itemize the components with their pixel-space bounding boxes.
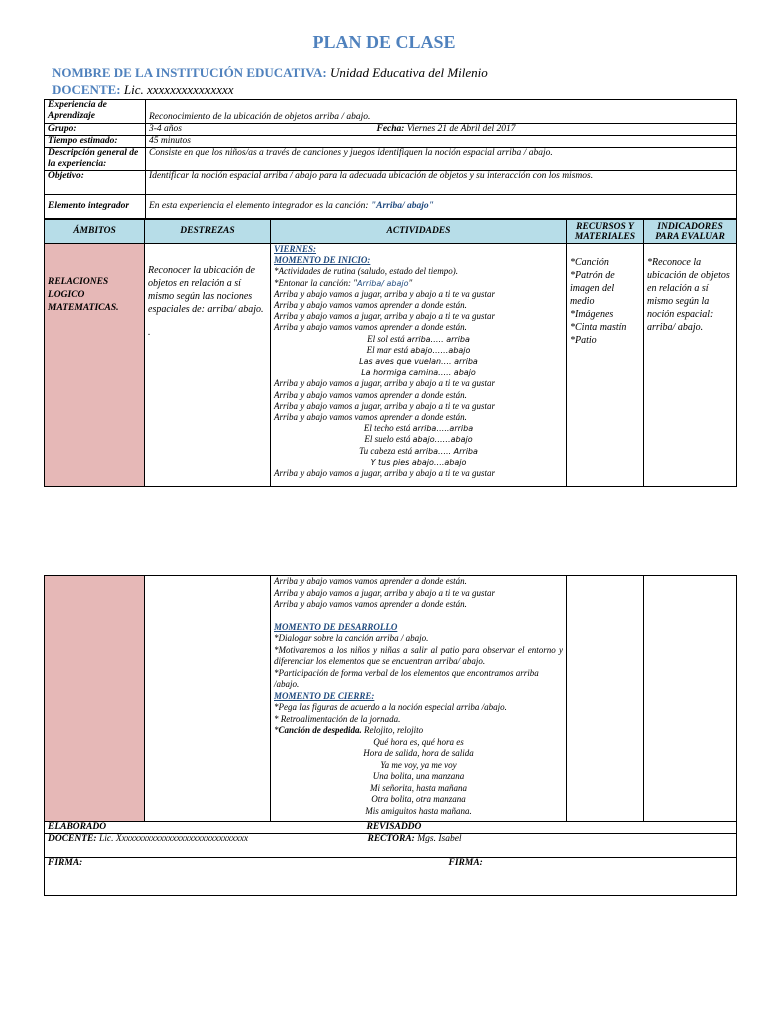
time-label: Tiempo estimado: xyxy=(45,136,146,148)
teacher-value: Lic. xxxxxxxxxxxxxxx xyxy=(123,82,234,97)
docente-sign-value: Lic. Xxxxxxxxxxxxxxxxxxxxxxxxxxxxxxx xyxy=(96,834,249,844)
recurso-item: *Patio xyxy=(570,335,597,346)
lyric-line: Arriba y abajo vamos a jugar, arriba y abajo a ti te va gustar xyxy=(274,400,495,411)
momento-cierre-heading: MOMENTO DE CIERRE: xyxy=(274,690,375,701)
exp-label: Experiencia de Aprendizaje xyxy=(45,100,146,124)
activity-line: *Motivaremos a los niños y niñas a salir al patio para observar el entorno y diferenciar los elementos que se encuentran arriba/ abajo. xyxy=(274,644,563,666)
activity-line: *Actividades de rutina (saludo, estado del tiempo). xyxy=(274,266,458,277)
recurso-item: *Canción xyxy=(570,257,609,268)
date-value: Viernes 21 de Abril del 2017 xyxy=(406,124,516,134)
activity-line: *Participación de forma verbal de los elementos que encontramos arriba /abajo. xyxy=(274,667,539,689)
activities-cell-1 xyxy=(271,244,567,487)
lyric-line: Arriba y abajo vamos a jugar, arriba y abajo a ti te va gustar xyxy=(274,378,495,389)
lyric-line: Arriba y abajo vamos vamos aprender a donde están. xyxy=(274,576,467,586)
recurso-item: *Cinta mastín xyxy=(570,322,627,333)
group-value: 3-4 años xyxy=(149,124,182,134)
integrator-value: En esta experiencia el elemento integrador es la canción: xyxy=(149,201,371,211)
momento-inicio-heading: MOMENTO DE INICIO: xyxy=(274,255,371,266)
poem-line: Mis amiguitos hasta mañana. xyxy=(365,805,472,816)
indicador-cell-cont xyxy=(644,576,737,822)
revisado-label: REVISADDO xyxy=(365,822,737,834)
lyric-line: Arriba y abajo vamos vamos aprender a donde están. xyxy=(274,412,467,423)
lyric-line: El mar está abajo……abajo xyxy=(366,344,471,355)
destreza-text: Reconocer la ubicación de objetos en relación a sí mismo según las nociones espaciales de: arriba/ abajo. xyxy=(148,265,264,315)
header-ambitos: ÁMBITOS xyxy=(45,220,145,244)
activity-line: * Retroalimentación de la jornada. xyxy=(274,713,401,724)
lyric-line: El suelo está abajo……abajo xyxy=(364,434,473,445)
recurso-item: *Imágenes xyxy=(570,309,614,320)
poem-line: Una bolita, una manzana xyxy=(372,771,465,781)
institution-value: Unidad Educativa del Milenio xyxy=(329,65,488,80)
docente-sign-label: DOCENTE: xyxy=(48,834,97,844)
lyric-line: Y tus pies abajo….abajo xyxy=(370,457,467,467)
destreza-cell xyxy=(145,244,271,487)
lyric-line: Arriba y abajo vamos a jugar, arriba y abajo a ti te va gustar xyxy=(274,587,495,598)
poem-line: Qué hora es, qué hora es xyxy=(373,736,464,747)
poem-line: Ya me voy, ya me voy xyxy=(380,759,457,770)
header-destrezas: DESTREZAS xyxy=(145,220,271,244)
lyric-line: Arriba y abajo vamos a jugar, arriba y abajo a ti te va gustar xyxy=(274,311,495,322)
poem-line: Otra bolita, otra manzana xyxy=(371,794,466,804)
destreza-dot: . xyxy=(148,327,151,338)
institution-label: NOMBRE DE LA INSTITUCIÓN EDUCATIVA: xyxy=(52,65,327,80)
date-label: Fecha: xyxy=(376,124,405,134)
activities-table-2 xyxy=(44,575,737,822)
ambito-cell: RELACIONES LOGICO MATEMATICAS. xyxy=(45,244,145,487)
activity-line: *Pega las figuras de acuerdo a la noción especial arriba /abajo. xyxy=(274,702,507,712)
institution-line xyxy=(52,65,488,81)
lyric-line: Arriba y abajo vamos vamos aprender a donde están. xyxy=(274,599,467,609)
lyric-line: Tu cabeza está arriba….. Arriba xyxy=(359,445,478,456)
header-indicadores: INDICADORES PARA EVALUAR xyxy=(644,220,737,244)
recursos-cell-cont xyxy=(567,576,644,822)
lyric-line: El sol está arriba….. arriba xyxy=(367,333,470,344)
lyric-line: Las aves que vuelan…. arriba xyxy=(359,357,478,367)
activity-line: *Dialogar sobre la canción arriba / abajo. xyxy=(274,633,429,643)
group-date-cell xyxy=(146,124,737,136)
integrator-song: "Arriba/ abajo" xyxy=(370,201,434,211)
signature-table xyxy=(44,821,737,896)
day-heading: VIERNES: xyxy=(274,244,317,254)
lyric-line: El techo está arriba…..arriba xyxy=(363,423,474,434)
lyric-line: La hormiga camina….. abajo xyxy=(361,368,476,378)
integrator-cell xyxy=(146,195,737,219)
firma-rectora: FIRMA: xyxy=(365,858,737,896)
activities-table-1 xyxy=(44,219,737,487)
poem-line: Hora de salida, hora de salida xyxy=(363,748,474,758)
ambito-cell-cont xyxy=(45,576,145,822)
activity-line-farewell: *Canción de despedida. Relojito, relojito xyxy=(274,725,424,735)
desc-value: Consiste en que los niños/as a través de canciones y juegos identifiquen la noción espacial arriba / abajo. xyxy=(146,148,737,171)
header-recursos: RECURSOS Y MATERIALES xyxy=(567,220,644,244)
rectora-signer xyxy=(365,834,737,858)
momento-desarrollo-heading: MOMENTO DE DESARROLLO xyxy=(274,621,398,632)
integrator-label: Elemento integrador xyxy=(45,195,146,219)
lyric-line: Arriba y abajo vamos a jugar, arriba y abajo a ti te va gustar xyxy=(274,288,495,299)
header-actividades: ACTIVIDADES xyxy=(271,220,567,244)
lyric-line: Arriba y abajo vamos vamos aprender a donde están. xyxy=(274,389,467,400)
indicador-cell: *Reconoce la ubicación de objetos en relación a sí mismo según la noción espacial: arriba/ abajo. xyxy=(644,244,737,487)
firma-docente: FIRMA: xyxy=(45,858,365,896)
group-label: Grupo: xyxy=(45,124,146,136)
lyric-line: Arriba y abajo vamos vamos aprender a donde están. xyxy=(274,322,467,333)
info-table xyxy=(44,99,737,219)
activities-cell-2 xyxy=(271,576,567,822)
desc-label: Descripción general de la experiencia: xyxy=(45,148,146,171)
recursos-cell xyxy=(567,244,644,487)
teacher-line xyxy=(52,82,234,98)
activity-line-song: *Entonar la canción: "Arriba/ abajo" xyxy=(274,277,413,288)
recurso-item: *Patrón de imagen del medio xyxy=(570,270,615,307)
rectora-sign-value: Mgs. Isabel xyxy=(414,834,462,844)
lyric-line: Arriba y abajo vamos vamos aprender a donde están. xyxy=(274,300,467,311)
teacher-label: DOCENTE: xyxy=(52,82,121,97)
exp-value: Reconocimiento de la ubicación de objetos arriba / abajo. xyxy=(146,100,737,124)
time-value: 45 minutos xyxy=(146,136,737,148)
elaborado-label: ELABORADO xyxy=(45,822,365,834)
rectora-sign-label: RECTORA: xyxy=(367,834,415,844)
poem-line: Mi señorita, hasta mañana xyxy=(369,782,467,793)
objective-value: Identificar la noción espacial arriba / abajo para la adecuada ubicación de objetos y su interacción con los mismos. xyxy=(146,171,737,195)
page-title: PLAN DE CLASE xyxy=(312,32,456,52)
docente-signer xyxy=(45,834,365,858)
objective-label: Objetivo: xyxy=(45,171,146,195)
lyric-line: Arriba y abajo vamos a jugar, arriba y abajo a ti te va gustar xyxy=(274,468,495,479)
destreza-cell-cont xyxy=(145,576,271,822)
